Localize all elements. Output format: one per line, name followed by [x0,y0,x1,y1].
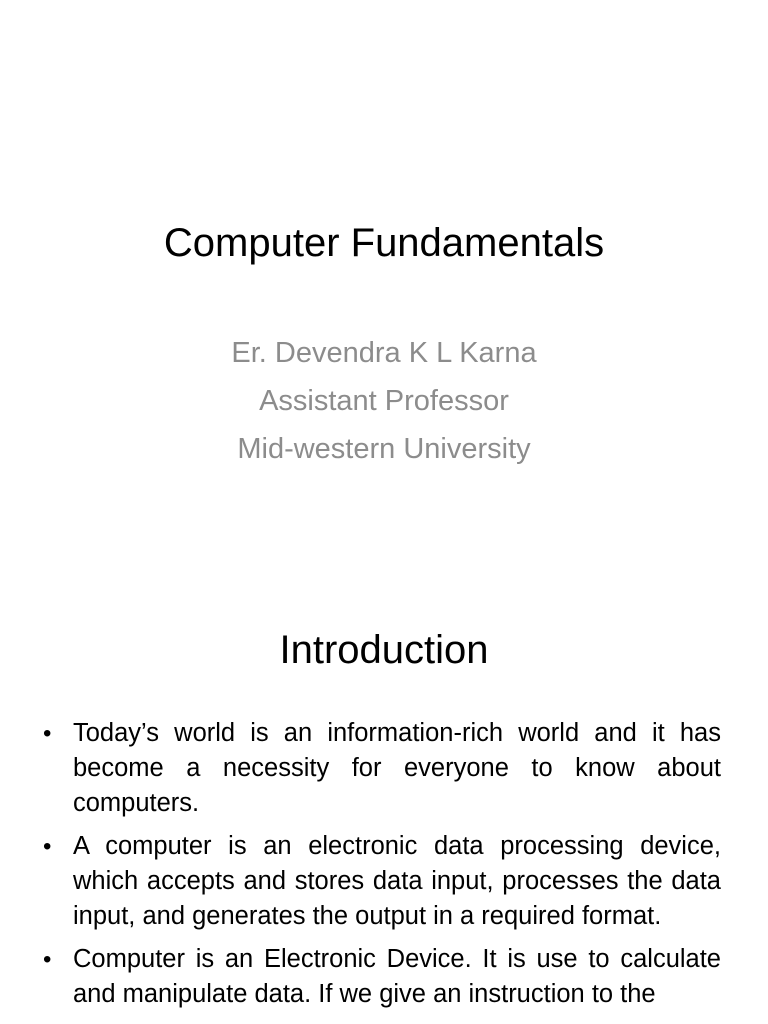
bullet-icon: • [43,833,52,860]
bullet-text: Computer is an Electronic Device. It is use to calculate and manipulate data. If we give an instruction to the [73,945,721,1008]
introduction-slide [0,576,768,1024]
bullet-item [43,716,721,821]
author-institution: Mid-western University [237,433,531,465]
bullet-text: A computer is an electronic data processing device, which accepts and stores data input, processes the data input, and generates the output in a required format. [73,832,721,930]
slide-subtitle [0,332,768,476]
slide-title: Introduction [279,628,489,672]
bullet-item [43,829,721,934]
bullet-icon: • [43,946,52,973]
author-name: Er. Devendra K L Karna [231,337,537,369]
slide-title: Computer Fundamentals [163,221,605,265]
bullet-item [43,942,721,1012]
author-position: Assistant Professor [259,385,509,417]
bullet-text: Today’s world is an information-rich world and it has become a necessity for everyone to know about computers. [73,719,721,817]
bullet-icon: • [43,720,52,747]
bullet-list [0,716,768,1020]
